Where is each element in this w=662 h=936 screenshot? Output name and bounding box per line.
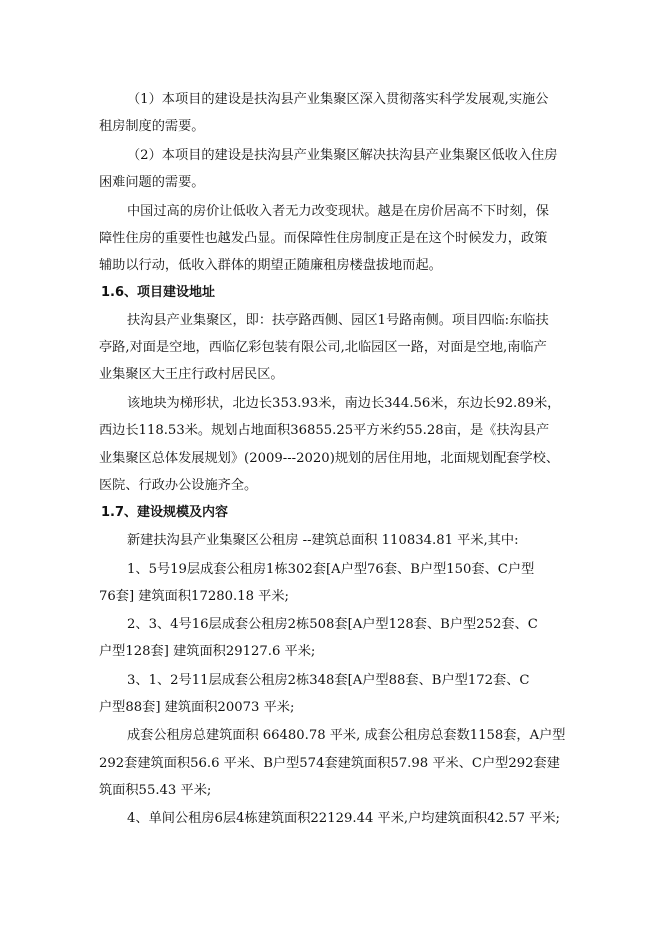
- paragraph-7-line-1: 1、5号19层成套公租房1栋302套[A户型76套、B户型150套、C户型: [127, 562, 535, 577]
- paragraph-11-line-1: 4、单间公租房6层4栋建筑面积22129.44 平米,户均建筑面积42.57 平米;: [127, 811, 560, 826]
- section-heading-1-7: 1.7、建设规模及内容: [101, 505, 229, 520]
- paragraph-3-line-3: 辅助以行动，低收入群体的期望正随廉租房楼盘拔地而起。: [99, 258, 442, 273]
- paragraph-4-line-3: 业集聚区大王庄行政村居民区。: [99, 367, 284, 382]
- paragraph-6-line-1: 新建扶沟县产业集聚区公租房 --建筑总面积 110834.81 平米,其中:: [127, 533, 519, 548]
- paragraph-9-line-2: 户型88套] 建筑面积20073 平米;: [99, 700, 295, 715]
- paragraph-4-line-1: 扶沟县产业集聚区，即：扶亭路西侧、园区1号路南侧。项目四临:东临扶: [127, 313, 549, 328]
- paragraph-7-line-2: 76套] 建筑面积17280.18 平米;: [99, 589, 289, 604]
- paragraph-5-line-4: 医院、行政办公设施齐全。: [99, 478, 258, 493]
- paragraph-5-line-1: 该地块为梯形状，北边长353.93米，南边长344.56米，东边长92.89米，: [127, 396, 561, 411]
- section-heading-1-6: 1.6、项目建设地址: [101, 285, 216, 300]
- paragraph-1-line-2: 租房制度的需要。: [99, 119, 205, 134]
- paragraph-10-line-1: 成套公租房总建筑面积 66480.78 平米, 成套公租房总套数1158套，A户型: [127, 728, 566, 743]
- paragraph-3-line-1: 中国过高的房价让低收入者无力改变现状。越是在房价居高不下时刻，保: [127, 204, 549, 219]
- paragraph-2-line-2: 困难问题的需要。: [99, 175, 205, 190]
- paragraph-2-line-1: （2）本项目的建设是扶沟县产业集聚区解决扶沟县产业集聚区低收入住房: [127, 148, 558, 163]
- paragraph-10-line-3: 筑面积55.43 平米;: [99, 783, 212, 798]
- paragraph-8-line-2: 户型128套] 建筑面积29127.6 平米;: [99, 644, 316, 659]
- paragraph-5-line-3: 业集聚区总体发展规划》(2009---2020)规划的居住用地，北面规划配套学校、: [99, 451, 560, 466]
- paragraph-5-line-2: 西边长118.53米。规划占地面积36855.25平方米约55.28亩，是《扶沟县产: [99, 423, 550, 438]
- paragraph-10-line-2: 292套建筑面积56.6 平米、B户型574套建筑面积57.98 平米、C户型292套建: [99, 756, 560, 771]
- paragraph-4-line-2: 亭路,对面是空地，西临亿彩包装有限公司,北临园区一路，对面是空地,南临产: [99, 340, 547, 355]
- paragraph-3-line-2: 障性住房的重要性也越发凸显。而保障性住房制度正是在这个时候发力，政策: [99, 231, 548, 246]
- paragraph-1-line-1: （1）本项目的建设是扶沟县产业集聚区深入贯彻落实科学发展观,实施公: [127, 92, 549, 107]
- paragraph-9-line-1: 3、1、2号11层成套公租房2栋348套[A户型88套、B户型172套、C: [127, 673, 530, 688]
- paragraph-8-line-1: 2、3、4号16层成套公租房2栋508套[A户型128套、B户型252套、C: [127, 617, 538, 632]
